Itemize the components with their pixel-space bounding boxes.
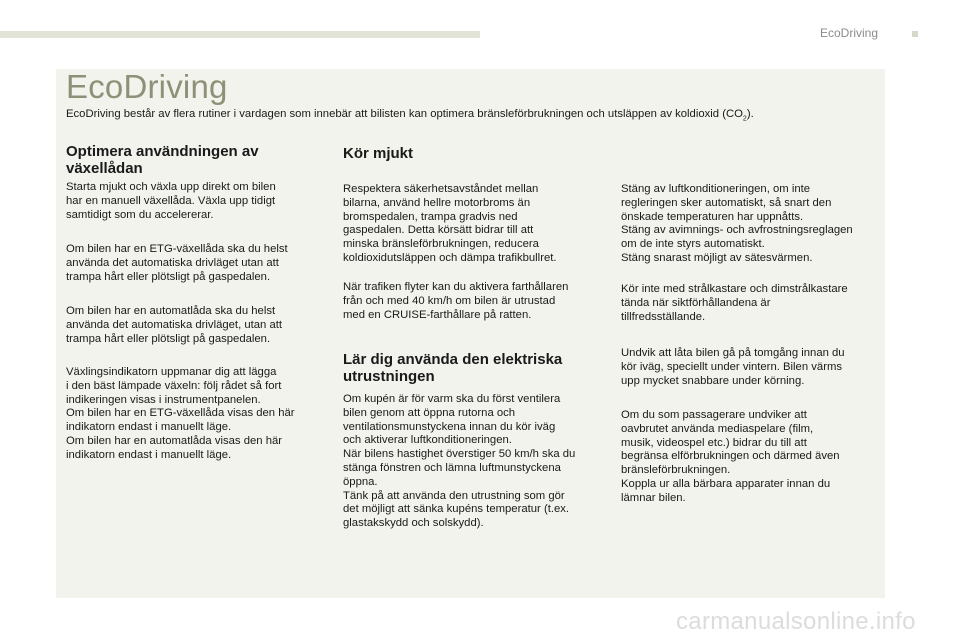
- watermark: carmanualsonline.info: [676, 608, 916, 635]
- page-title: EcoDriving: [66, 68, 228, 105]
- paragraph: Om kupén är för varm ska du först ventilera bilen genom att öppna rutorna och ventilationsmunstyckena innan du kör iväg och aktiverar luftkonditioneringen. När bilens hastighet överstiger 50 km/h ska du stänga fönstren och lämna luftmunstyckena öppna. Tänk på att använda den utrustning som gör det möjligt att sänka kupéns temperatur (t.ex. glastakskydd och solskydd).: [343, 393, 576, 530]
- paragraph: Starta mjukt och växla upp direkt om bilen har en manuell växellåda. Växla upp tidigt samtidigt som du accelererar.: [66, 181, 276, 221]
- heading-drive-smoothly: Kör mjukt: [343, 145, 414, 162]
- heading-electrical-equipment: Lär dig använda den elektriska utrustningen: [343, 351, 563, 385]
- heading-gearbox: Optimera användningen av växellådan: [66, 143, 259, 177]
- paragraph: Kör inte med strålkastare och dimstrålkastare tända när siktförhållandena är tillfredsställande.: [621, 283, 848, 323]
- intro-text: EcoDriving består av flera rutiner i vardagen som innebär att bilisten kan optimera bränsleförbrukningen och utsläppen av koldioxid $(CO_2)$.: [66, 108, 754, 123]
- paragraph: Respektera säkerhetsavståndet mellan bilarna, använd hellre motorbroms än bromspedalen, trampa gradvis ned gaspedalen. Detta körsätt bidrar till att minska bränsleförbrukningen, reducera koldioxidutsläppen och dämpa trafikbullret.: [343, 183, 557, 264]
- paragraph: Undvik att låta bilen gå på tomgång innan du kör iväg, speciellt under vintern. Bilen värms upp mycket snabbare under körning.: [621, 347, 845, 387]
- paragraph: Om du som passagerare undviker att oavbrutet använda mediaspelare (film, musik, videospel etc.) bidrar du till att begränsa elförbrukningen och därmed även bränsleförbrukningen. Koppla ur alla bärbara apparater innan du lämnar bilen.: [621, 409, 840, 504]
- paragraph: Om bilen har en automatlåda ska du helst använda det automatiska drivläget, utan att trampa hårt eller plötsligt på gaspedalen.: [66, 305, 283, 345]
- paragraph: När trafiken flyter kan du aktivera farthållaren från och med 40 km/h om bilen är utrustad med en CRUISE-farthållare på ratten.: [343, 281, 569, 321]
- header-marker: [912, 31, 918, 37]
- section-title: EcoDriving: [820, 26, 879, 40]
- paragraph: Växlingsindikatorn uppmanar dig att lägga i den bäst lämpade växeln: följ rådet så fort indikeringen visas i instrumentpanelen. Om bilen har en ETG-växellåda visas den här indikatorn endast i manuellt läge. Om bilen har en automatlåda visas den här indikatorn endast i manuellt läge.: [66, 366, 295, 461]
- paragraph: Om bilen har en ETG-växellåda ska du helst använda det automatiska drivläget utan att trampa hårt eller plötsligt på gaspedalen.: [66, 243, 288, 283]
- header-bar: [0, 31, 480, 38]
- paragraph: Stäng av luftkonditioneringen, om inte regleringen sker automatiskt, så snart den önskade temperaturen har uppnåtts. Stäng av avimnings- och avfrostningsreglagen om de inte styrs automatiskt. Stäng snarast möjligt av sätesvärmen.: [621, 183, 853, 264]
